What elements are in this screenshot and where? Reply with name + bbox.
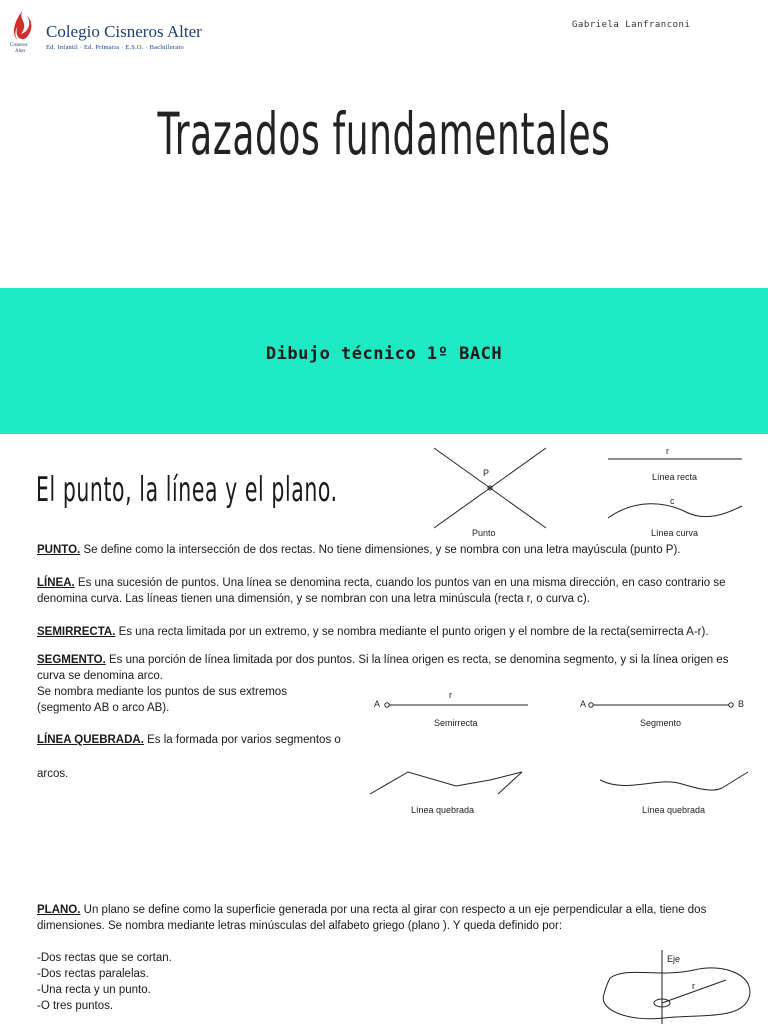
eje-label: Eje <box>667 954 681 964</box>
school-logo <box>6 6 236 56</box>
segmento-line-2: Se nombra mediante los puntos de sus extremos <box>37 686 287 698</box>
semirrecta-a-letter: A <box>374 699 381 709</box>
segmento-b-letter: B <box>738 699 745 709</box>
punto-term: PUNTO. <box>37 544 81 556</box>
quebrada-term: LÍNEA QUEBRADA. <box>37 734 144 746</box>
semirrecta-label: Semirrecta <box>434 718 478 728</box>
linea-quebrada-figure-2 <box>598 770 758 800</box>
semirrecta-text: Es una recta limitada por un extremo, y se nombra mediante el punto origen y el nombre de la recta(semirrecta A-r). <box>115 626 709 638</box>
semirrecta-r-letter: r <box>449 690 452 700</box>
plano-item-1: -Dos rectas que se cortan. <box>37 952 172 964</box>
quebrada-label-2: Línea quebrada <box>642 805 706 815</box>
linea-quebrada-figure-1 <box>368 768 528 798</box>
flame-logo-icon <box>6 6 40 56</box>
segmento-paragraph <box>37 652 741 684</box>
logo-school-levels: Ed. Infantil · Ed. Primaria · E.S.O. · Bachillerato <box>46 44 184 51</box>
plano-term: PLANO. <box>37 904 81 916</box>
plano-item-4: -O tres puntos. <box>37 1000 114 1012</box>
svg-text:Cisneros: Cisneros <box>10 43 28 48</box>
semirrecta-term: SEMIRRECTA. <box>37 626 116 638</box>
eje-r-letter: r <box>692 981 695 991</box>
punto-label: Punto <box>472 528 496 538</box>
plano-items-list <box>37 950 337 1014</box>
segmento-figure <box>586 700 736 710</box>
linea-paragraph <box>37 575 741 607</box>
curva-letter: c <box>670 496 675 506</box>
punto-letter: P <box>483 468 490 478</box>
quebrada-label-1: Línea quebrada <box>411 805 475 815</box>
recta-letter: r <box>666 446 669 456</box>
course-subtitle: Dibujo técnico 1º BACH <box>265 344 503 364</box>
plano-item-2: -Dos rectas paralelas. <box>37 968 149 980</box>
quebrada-text: Es la formada por varios segmentos o <box>143 734 341 746</box>
plano-item-3: -Una recta y un punto. <box>37 984 151 996</box>
linea-text: Es una sucesión de puntos. Una línea se denomina recta, cuando los puntos van en una misma dirección, en caso contrario se denomina curva. Las líneas tienen una dimensión, y se nombran con una letra minúscula (recta r, o curva c). <box>37 577 726 605</box>
page-title: Trazados fundamentales <box>157 100 611 168</box>
recta-label: Línea recta <box>652 472 698 482</box>
segmento-term: SEGMENTO. <box>37 654 106 666</box>
linea-term: LÍNEA. <box>37 577 75 589</box>
plano-paragraph <box>37 902 741 934</box>
curva-label: Línea curva <box>651 528 699 538</box>
punto-text: Se define como la intersección de dos rectas. No tiene dimensiones, y se nombra con una letra mayúscula (punto P). <box>80 544 681 556</box>
author-name: Gabriela Lanfranconi <box>572 20 691 30</box>
quebrada-continuation: arcos. <box>37 768 69 780</box>
semirrecta-paragraph <box>37 624 741 640</box>
quebrada-paragraph <box>37 732 367 748</box>
plano-text: Un plano se define como la superficie generada por una recta al girar con respecto a un eje perpendicular a ella, tiene dos dimensiones. Se nombra mediante letras minúsculas del alfabeto griego (plano ). Y queda definido por: <box>37 904 707 932</box>
plano-eje-figure <box>598 944 766 1024</box>
linea-curva-figure <box>606 496 746 526</box>
linea-recta-figure <box>606 454 746 464</box>
segmento-label: Segmento <box>640 718 682 728</box>
svg-text:Alter: Alter <box>15 49 26 54</box>
semirrecta-figure <box>380 700 530 710</box>
punto-figure <box>428 444 558 534</box>
section-title: El punto, la línea y el plano. <box>36 470 338 510</box>
punto-paragraph <box>37 542 737 558</box>
segmento-text: Es una porción de línea limitada por dos puntos. Si la línea origen es recta, se denomina segmento, y si la línea origen es curva se denomina arco. <box>37 654 729 682</box>
logo-school-name: Colegio Cisneros Alter <box>46 22 202 41</box>
segmento-line-3: (segmento AB o arco AB). <box>37 702 170 714</box>
segmento-a-letter: A <box>580 699 587 709</box>
